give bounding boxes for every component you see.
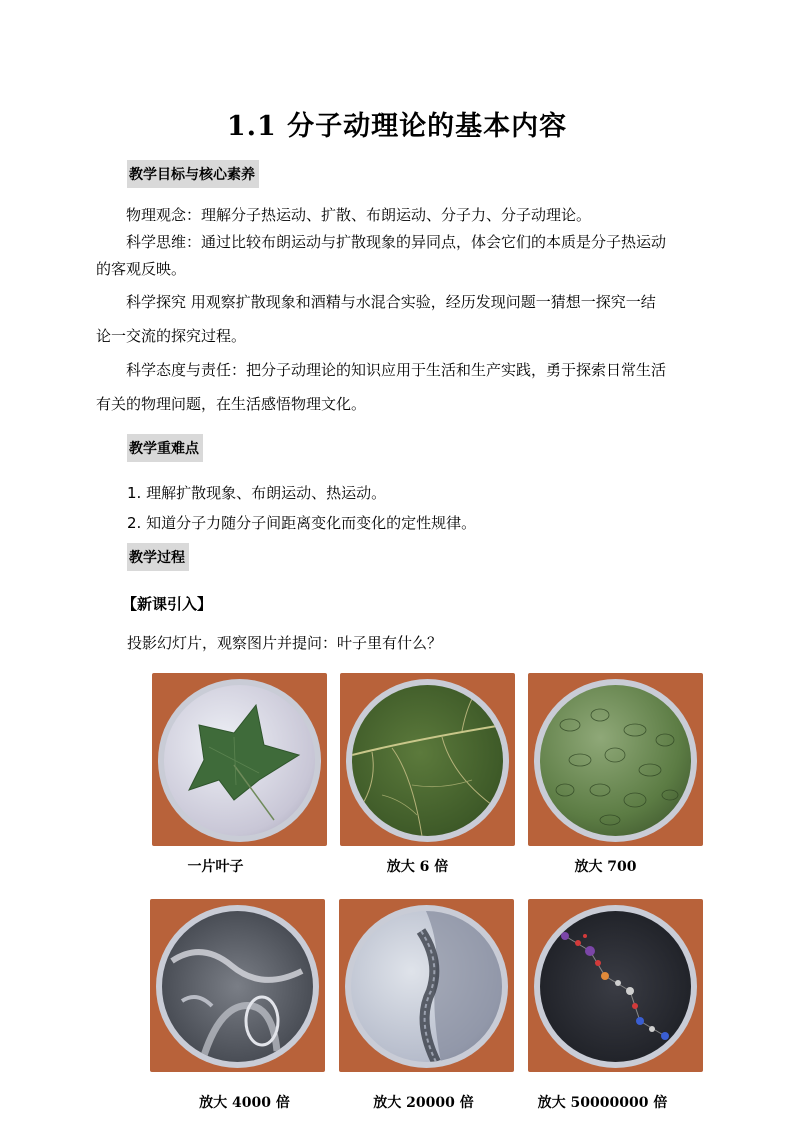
leaf-veins-icon [352, 685, 503, 836]
cell-structure-icon [162, 911, 313, 1062]
paragraph-scientific-inquiry: 科学探究 用观察扩散现象和酒精与水混合实验，经历发现问题一猜想一探究一结 [126, 293, 656, 311]
paragraph-attitude-cont: 有关的物理问题，在生活感悟物理文化。 [96, 395, 367, 413]
paragraph-scientific-inquiry-cont: 论一交流的探究过程。 [96, 327, 247, 345]
chloroplast-icon [351, 911, 502, 1062]
paragraph-scientific-thinking: 科学思维：通过比较布朗运动与扩散现象的异同点，体会它们的本质是分子热运动 [126, 233, 667, 251]
subheading-new-lesson: 【新课引入】 [122, 595, 213, 613]
caption-4000x: 放大 4000 倍 [199, 1095, 290, 1111]
section-heading-process: 教学过程 [127, 543, 189, 571]
image-4000x [150, 899, 325, 1072]
caption-700x: 放大 700 [574, 859, 637, 875]
page-title: 1.1 分子动理论的基本内容 [226, 111, 568, 142]
section-heading-key-points: 教学重难点 [127, 434, 203, 462]
key-point-1: 1. 理解扩散现象、布朗运动、热运动。 [127, 484, 387, 502]
paragraph-attitude: 科学态度与责任：把分子动理论的知识应用于生活和生产实践，勇于探索日常生活 [126, 361, 667, 379]
paragraph-physics-concept: 物理观念：理解分子热运动、扩散、布朗运动、分子力、分子动理论。 [126, 206, 592, 224]
image-50000000x [528, 899, 703, 1072]
image-leaf [152, 673, 327, 846]
caption-6x: 放大 6 倍 [386, 859, 449, 875]
caption-20000x: 放大 20000 倍 [373, 1095, 474, 1111]
image-leaf-6x [340, 673, 515, 846]
image-20000x [339, 899, 514, 1072]
leaf-icon [164, 685, 315, 836]
image-leaf-700x [528, 673, 703, 846]
key-point-2: 2. 知道分子力随分子间距离变化而变化的定性规律。 [127, 514, 477, 532]
leaf-cells-icon [540, 685, 691, 836]
intro-text: 投影幻灯片，观察图片并提问：叶子里有什么？ [127, 634, 443, 652]
section-heading-objectives: 教学目标与核心素养 [127, 160, 259, 188]
caption-50000000x: 放大 50000000 倍 [537, 1095, 668, 1111]
caption-leaf: 一片叶子 [187, 859, 244, 875]
molecule-icon [540, 911, 691, 1062]
objectives-body [96, 202, 702, 418]
paragraph-scientific-thinking-cont: 的客观反映。 [96, 260, 187, 278]
